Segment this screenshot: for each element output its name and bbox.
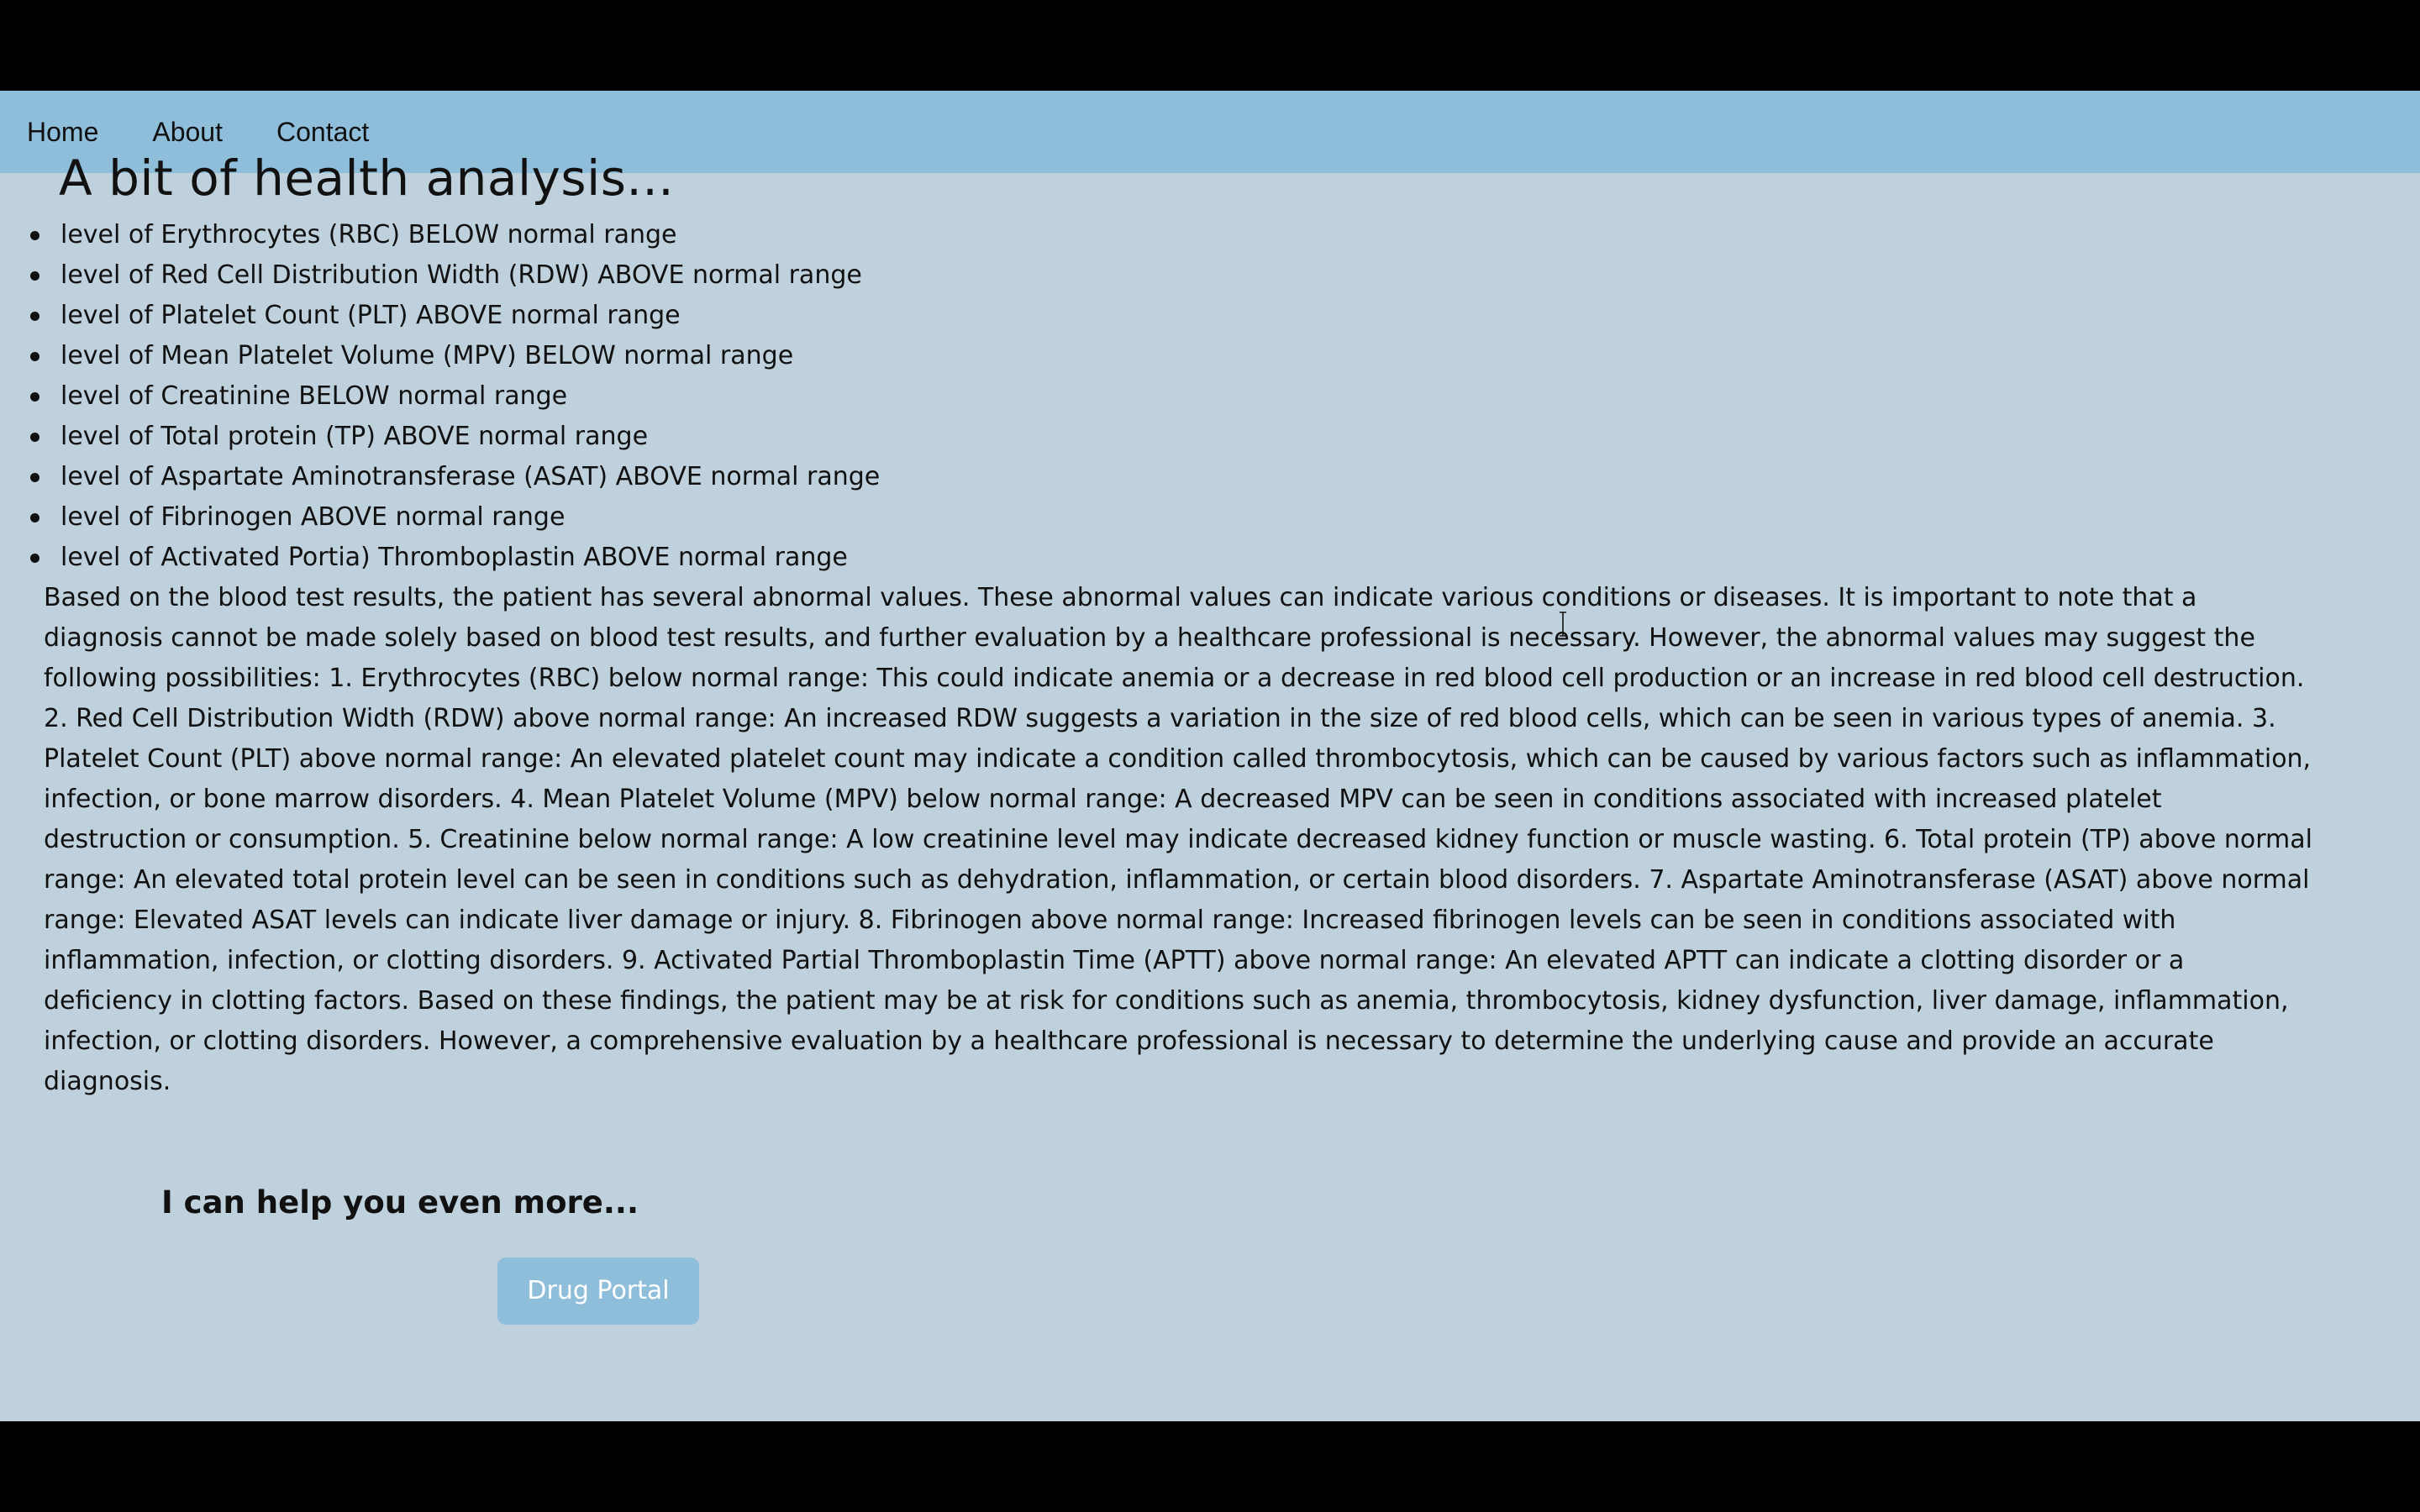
findings-list	[25, 215, 880, 578]
finding-item	[25, 417, 880, 457]
page-title: A bit of health analysis...	[59, 150, 675, 207]
bullet-icon	[30, 392, 39, 402]
bottom-letterbox	[0, 1421, 2420, 1512]
finding-text: level of Red Cell Distribution Width (RDW) ABOVE normal range	[60, 260, 862, 290]
top-letterbox	[0, 0, 2420, 91]
bullet-icon	[30, 352, 39, 361]
text-cursor-icon	[1558, 612, 1568, 637]
bullet-icon	[30, 473, 39, 482]
bullet-icon	[30, 554, 39, 563]
nav-link-contact[interactable]: Contact	[276, 116, 370, 147]
bullet-icon	[30, 312, 39, 321]
finding-text: level of Platelet Count (PLT) ABOVE normal range	[60, 301, 681, 330]
finding-item	[25, 538, 880, 578]
analysis-paragraph: Based on the blood test results, the patient has several abnormal values. These abnormal values can indicate various conditions or diseases. It is important to note that a diagnosis cannot be made solely based on blood test results, and further evaluation by a healthcare professional is necessary. However, the abnormal values may suggest the following possibilities: 1. Erythrocytes (RBC) below normal range: This could indicate anemia or a decrease in red blood cell production or an increase in red blood cell destruction. 2. Red Cell Distribution Width (RDW) above normal range: An increased RDW suggests a variation in the size of red blood cells, which can be seen in various types of anemia. 3. Platelet Count (PLT) above normal range: An elevated platelet count may indicate a condition called thrombocytosis, which can be caused by various factors such as inflammation, infection, or bone marrow disorders. 4. Mean Platelet Volume (MPV) below normal range: A decreased MPV can be seen in conditions associated with increased platelet destruction or consumption. 5. Creatinine below normal range: A low creatinine level may indicate decreased kidney function or muscle wasting. 6. Total protein (TP) above normal range: An elevated total protein level can be seen in conditions such as dehydration, inflammation, or certain blood disorders. 7. Aspartate Aminotransferase (ASAT) above normal range: Elevated ASAT levels can indicate liver damage or injury. 8. Fibrinogen above normal range: Increased fibrinogen levels can be seen in conditions associated with inflammation, infection, or clotting disorders. 9. Activated Partial Thromboplastin Time (APTT) above normal range: An elevated APTT can indicate a clotting disorder or a deficiency in clotting factors. Based on these findings, the patient may be at risk for conditions such as anemia, thrombocytosis, kidney dysfunction, liver damage, inflammation, infection, or clotting disorders. However, a comprehensive evaluation by a healthcare professional is necessary to determine the underlying cause and provide an accurate diagnosis.	[44, 583, 2312, 1096]
finding-text: level of Creatinine BELOW normal range	[60, 381, 568, 411]
finding-text: level of Erythrocytes (RBC) BELOW normal range	[60, 220, 677, 249]
finding-item	[25, 255, 880, 296]
finding-item	[25, 457, 880, 497]
bullet-icon	[30, 271, 39, 281]
nav-link-home[interactable]: Home	[27, 116, 99, 147]
finding-text: level of Aspartate Aminotransferase (ASAT) ABOVE normal range	[60, 462, 881, 491]
bullet-icon	[30, 231, 39, 240]
finding-item	[25, 296, 880, 336]
finding-item	[25, 376, 880, 417]
finding-text: level of Mean Platelet Volume (MPV) BELOW normal range	[60, 341, 794, 370]
drug-portal-button[interactable]: Drug Portal	[497, 1257, 699, 1325]
finding-item	[25, 336, 880, 376]
finding-item	[25, 497, 880, 538]
finding-text: level of Fibrinogen ABOVE normal range	[60, 502, 566, 532]
nav-link-about[interactable]: About	[152, 116, 223, 147]
finding-text: level of Activated Portia) Thromboplastin ABOVE normal range	[60, 543, 848, 572]
finding-item	[25, 215, 880, 255]
finding-text: level of Total protein (TP) ABOVE normal range	[60, 422, 649, 451]
bullet-icon	[30, 433, 39, 442]
help-heading: I can help you even more...	[161, 1184, 639, 1221]
bullet-icon	[30, 513, 39, 522]
